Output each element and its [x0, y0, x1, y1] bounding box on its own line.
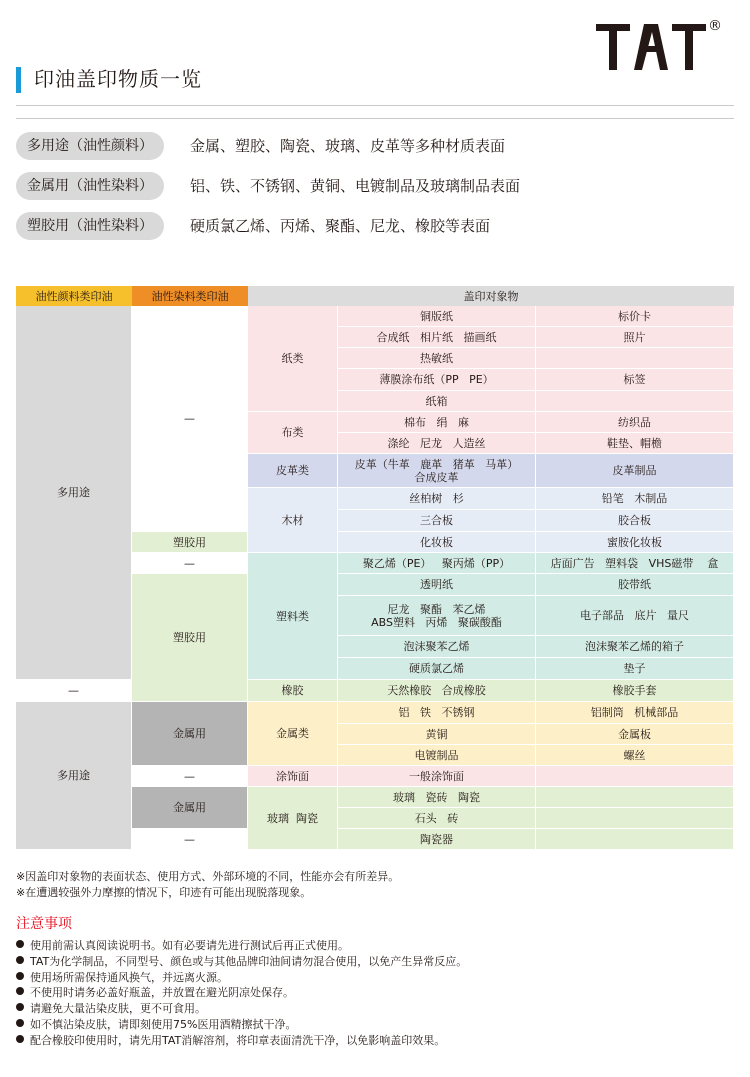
table-cell: 透明纸 — [338, 574, 536, 596]
bullet-dot-icon — [16, 956, 24, 964]
table-cell: 玻璃 瓷砖 陶瓷 — [338, 787, 536, 808]
table-cell: 多用途 — [16, 306, 132, 680]
bullet-dot-icon — [16, 1019, 24, 1027]
table-cell: 黄铜 — [338, 724, 536, 745]
table-cell: 皮革（牛革 鹿革 猪革 马革） 合成皮革 — [338, 454, 536, 488]
caution-item-text: 使用前需认真阅读说明书。如有必要请先进行测试后再正式使用。 — [30, 939, 349, 952]
table-cell: 皮革制品 — [536, 454, 734, 488]
header-pigment: 油性颜料类印油 — [16, 286, 132, 306]
table-cell: 一般涂饰面 — [338, 766, 536, 787]
title-accent-bar — [16, 67, 21, 93]
table-cell: — — [132, 829, 248, 850]
table-cell: 陶瓷器 — [338, 829, 536, 850]
category-pill-metal: 金属用（油性染料） — [16, 172, 164, 200]
table-cell: 皮革类 — [248, 454, 338, 488]
table-cell: 金属类 — [248, 702, 338, 766]
table-cell: 胶合板 — [536, 510, 734, 532]
table-cell: 塑胶用 — [132, 574, 248, 702]
table-cell — [536, 391, 734, 412]
table-cell: 纸类 — [248, 306, 338, 412]
title-divider — [16, 105, 734, 106]
table-cell: — — [132, 553, 248, 574]
table-cell: 布类 — [248, 412, 338, 454]
table-cell: 纸箱 — [338, 391, 536, 412]
table-cell: 铝 铁 不锈钢 — [338, 702, 536, 724]
bullet-dot-icon — [16, 1035, 24, 1043]
table-cell: 泡沫聚苯乙烯 — [338, 636, 536, 658]
bullet-dot-icon — [16, 1003, 24, 1011]
table-cell: 涂饰面 — [248, 766, 338, 787]
table-cell: 硬质氯乙烯 — [338, 658, 536, 680]
category-desc-multi: 金属、塑胶、陶瓷、玻璃、皮革等多种材质表面 — [190, 137, 506, 155]
table-cell: 纺织品 — [536, 412, 734, 433]
table-cell: 丝柏树 杉 — [338, 488, 536, 510]
caution-item — [16, 1033, 445, 1048]
table-cell: 橡胶手套 — [536, 680, 734, 702]
table-cell: 标签 — [536, 369, 734, 391]
material-table — [16, 286, 734, 850]
caution-item-text: 使用场所需保持通风换气，并远离火源。 — [30, 970, 228, 984]
table-cell: 尼龙 聚酯 苯乙烯 ABS塑料 丙烯 聚碳酸酯 — [338, 596, 536, 636]
caution-item-text: 如不慎沾染皮肤，请即刻使用75%医用酒精擦拭干净。 — [30, 1018, 297, 1031]
page-title: 印油盖印物质一览 — [34, 67, 202, 91]
table-cell: 石头 砖 — [338, 808, 536, 829]
table-cell: 金属板 — [536, 724, 734, 745]
caution-item-text: 配合橡胶印使用时，请先用TAT消解溶剂，将印章表面清洗干净，以免影响盖印效果。 — [30, 1033, 446, 1047]
caution-item-text: 请避免大量沾染皮肤，更不可食用。 — [30, 1002, 206, 1016]
bullet-dot-icon — [16, 940, 24, 948]
caution-item — [16, 1017, 296, 1032]
category-pill-plastic: 塑胶用（油性染料） — [16, 212, 164, 240]
table-cell: 薄膜涂布纸（PP PE） — [338, 369, 536, 391]
table-cell: 橡胶 — [248, 680, 338, 702]
table-cell: 电子部品 底片 量尺 — [536, 596, 734, 636]
table-cell — [536, 787, 734, 808]
table-cell: 铜版纸 — [338, 306, 536, 327]
table-cell: — — [132, 306, 248, 532]
caution-item — [16, 1001, 206, 1016]
header-object: 盖印对象物 — [248, 286, 734, 306]
table-cell: 蜜胺化妆板 — [536, 532, 734, 553]
table-cell: 胶带纸 — [536, 574, 734, 596]
category-desc-metal: 铝、铁、不锈钢、黄铜、电镀制品及玻璃制品表面 — [190, 177, 521, 195]
header-dye: 油性染料类印油 — [132, 286, 248, 306]
table-cell: 螺丝 — [536, 745, 734, 766]
table-cell: 店面广告 塑料袋 VHS磁带 盒 — [536, 553, 734, 574]
caution-item-text: 不使用时请务必盖好瓶盖，并放置在避光阴凉处保存。 — [30, 986, 294, 1000]
table-cell: 天然橡胶 合成橡胶 — [338, 680, 536, 702]
caution-item — [16, 954, 467, 969]
table-cell: 鞋垫、帽檐 — [536, 433, 734, 454]
category-pill-multi: 多用途（油性颜料） — [16, 132, 164, 160]
category-desc-plastic: 硬质氯乙烯、丙烯、聚酯、尼龙、橡胶等表面 — [190, 217, 491, 235]
table-cell: 多用途 — [16, 702, 132, 850]
table-cell: 塑料类 — [248, 553, 338, 680]
table-cell — [536, 348, 734, 369]
tat-logo — [596, 14, 726, 74]
table-cell: 合成纸 相片纸 描画纸 — [338, 327, 536, 348]
table-cell: 金属用 — [132, 787, 248, 829]
caution-item — [16, 938, 349, 953]
caution-item-text: TAT为化学制品，不同型号、颜色或与其他品牌印油间请勿混合使用，以免产生异常反应。 — [30, 954, 468, 968]
caution-title: 注意事项 — [16, 916, 72, 932]
table-cell — [536, 829, 734, 850]
table-cell: 铅笔 木制品 — [536, 488, 734, 510]
note-2: ※在遭遇较强外力摩擦的情况下，印迹有可能出现脱落现象。 — [16, 886, 312, 899]
table-cell: 照片 — [536, 327, 734, 348]
table-cell: — — [132, 766, 248, 787]
table-cell: 铝制筒 机械部品 — [536, 702, 734, 724]
caution-item — [16, 970, 228, 985]
bullet-dot-icon — [16, 987, 24, 995]
section-divider — [16, 118, 734, 119]
table-cell: 聚乙烯（PE） 聚丙烯（PP） — [338, 553, 536, 574]
table-cell: 化妆板 — [338, 532, 536, 553]
table-cell: 涤纶 尼龙 人造丝 — [338, 433, 536, 454]
table-cell: 棉布 绢 麻 — [338, 412, 536, 433]
bullet-dot-icon — [16, 972, 24, 980]
table-cell: 塑胶用 — [132, 532, 248, 553]
table-cell: 木材 — [248, 488, 338, 553]
table-cell: 三合板 — [338, 510, 536, 532]
table-cell: 热敏纸 — [338, 348, 536, 369]
svg-text:®: ® — [708, 18, 722, 34]
table-cell: 金属用 — [132, 702, 248, 766]
table-cell: — — [16, 680, 132, 702]
caution-item — [16, 985, 294, 1000]
table-cell: 电镀制品 — [338, 745, 536, 766]
table-cell: 泡沫聚苯乙烯的箱子 — [536, 636, 734, 658]
table-cell: 标价卡 — [536, 306, 734, 327]
note-1: ※因盖印对象物的表面状态、使用方式、外部环境的不同，性能亦会有所差异。 — [16, 870, 400, 883]
table-cell — [536, 808, 734, 829]
table-cell — [536, 766, 734, 787]
table-cell: 垫子 — [536, 658, 734, 680]
table-cell: 玻璃 陶瓷 — [248, 787, 338, 850]
